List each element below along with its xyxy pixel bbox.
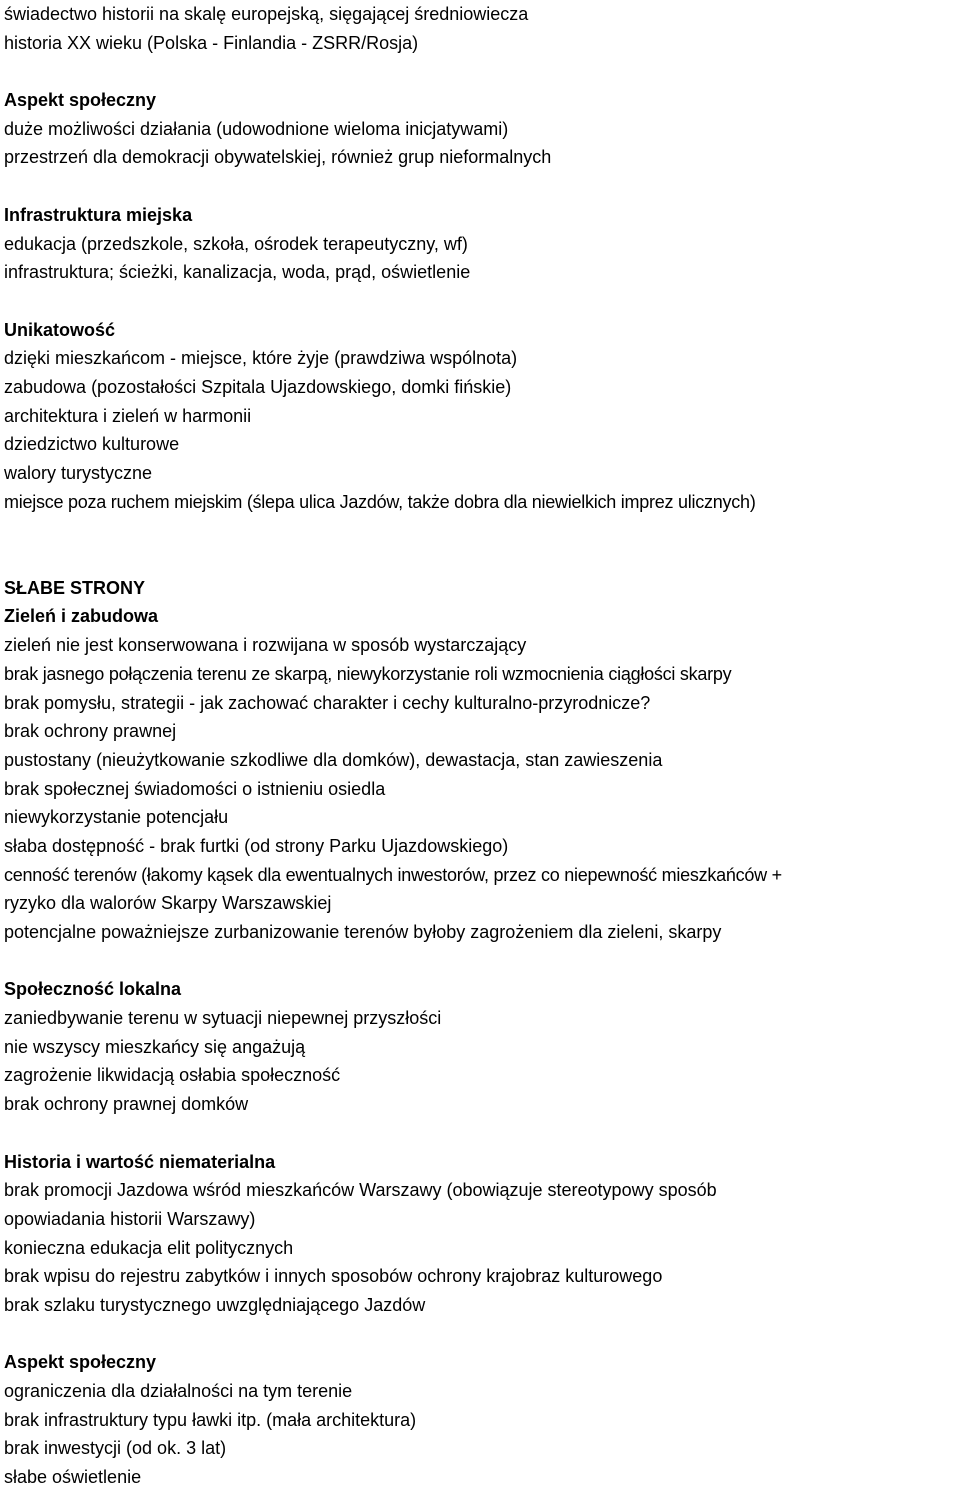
list-item: zaniedbywanie terenu w sytuacji niepewnej przyszłości: [4, 1008, 442, 1029]
list-item: dziedzictwo kulturowe: [4, 434, 180, 455]
section-heading-unikatowosc: Unikatowość: [4, 319, 116, 340]
list-item: dzięki mieszkańcom - miejsce, które żyje (prawdziwa wspólnota): [4, 348, 518, 369]
list-item: miejsce poza ruchem miejskim (ślepa ulica Jazdów, także dobra dla niewielkich imprez ulicznych): [4, 491, 756, 512]
list-item: zabudowa (pozostałości Szpitala Ujazdowskiego, domki fińskie): [4, 376, 512, 397]
section-heading-zielen-i-zabudowa: Zieleń i zabudowa: [4, 606, 159, 627]
list-item: brak społecznej świadomości o istnieniu osiedla: [4, 778, 386, 799]
list-item: brak pomysłu, strategii - jak zachować charakter i cechy kulturalno-przyrodnicze?: [4, 692, 651, 713]
spacer: [4, 516, 956, 573]
list-item: konieczna edukacja elit politycznych: [4, 1237, 294, 1258]
section-heading-spolecznosc-lokalna: Społeczność lokalna: [4, 979, 182, 1000]
list-item: brak promocji Jazdowa wśród mieszkańców Warszawy (obowiązuje stereotypowy sposób: [4, 1180, 717, 1201]
list-item: brak infrastruktury typu ławki itp. (mała architektura): [4, 1409, 417, 1430]
list-item: pustostany (nieużytkowanie szkodliwe dla domków), dewastacja, stan zawieszenia: [4, 749, 663, 770]
section-heading-aspekt-spoleczny-2: Aspekt społeczny: [4, 1352, 157, 1373]
list-item: zieleń nie jest konserwowana i rozwijana w sposób wystarczający: [4, 635, 527, 656]
section-heading-infrastruktura-miejska: Infrastruktura miejska: [4, 204, 193, 225]
list-item: opowiadania historii Warszawy): [4, 1208, 256, 1229]
document-page: [4, 0, 956, 1492]
weaknesses-title: SŁABE STRONY: [4, 577, 146, 598]
list-item: ryzyko dla walorów Skarpy Warszawskiej: [4, 893, 332, 914]
list-item: brak ochrony prawnej domków: [4, 1094, 249, 1115]
list-item: duże możliwości działania (udowodnione wieloma inicjatywami): [4, 118, 509, 139]
list-item: brak inwestycji (od ok. 3 lat): [4, 1438, 227, 1459]
section-heading-aspekt-spoleczny: Aspekt społeczny: [4, 90, 157, 111]
list-item: edukacja (przedszkole, szkoła, ośrodek terapeutyczny, wf): [4, 233, 468, 254]
intro-line-1: świadectwo historii na skalę europejską, sięgającej średniowiecza: [4, 4, 529, 24]
list-item: architektura i zieleń w harmonii: [4, 405, 252, 426]
list-item: przestrzeń dla demokracji obywatelskiej, również grup nieformalnych: [4, 147, 552, 168]
list-item: cenność terenów (łakomy kąsek dla ewentualnych inwestorów, przez co niepewność mieszkańców +: [4, 864, 782, 885]
spacer: [4, 172, 956, 201]
list-item: potencjalne poważniejsze zurbanizowanie terenów byłoby zagrożeniem dla zieleni, skarpy: [4, 922, 722, 943]
list-item: ograniczenia dla działalności na tym terenie: [4, 1381, 353, 1402]
list-item: niewykorzystanie potencjału: [4, 807, 229, 828]
list-item: nie wszyscy mieszkańcy się angażują: [4, 1036, 306, 1057]
list-item: walory turystyczne: [4, 463, 153, 483]
spacer: [4, 1320, 956, 1349]
spacer: [4, 287, 956, 316]
list-item: brak jasnego połączenia terenu ze skarpą, niewykorzystanie roli wzmocnienia ciągłości skarpy: [4, 663, 732, 684]
list-item: brak wpisu do rejestru zabytków i innych sposobów ochrony krajobraz kulturowego: [4, 1266, 663, 1287]
list-item: brak szlaku turystycznego uwzględniającego Jazdów: [4, 1294, 426, 1315]
spacer: [4, 947, 956, 976]
list-item: infrastruktura; ścieżki, kanalizacja, woda, prąd, oświetlenie: [4, 262, 471, 283]
list-item: słabe oświetlenie: [4, 1467, 142, 1488]
list-item: zagrożenie likwidacją osłabia społeczność: [4, 1065, 341, 1086]
intro-line-2: historia XX wieku (Polska - Finlandia - ZSRR/Rosja): [4, 32, 419, 53]
list-item: brak ochrony prawnej: [4, 721, 177, 742]
spacer: [4, 57, 956, 86]
spacer: [4, 1119, 956, 1148]
section-heading-historia: Historia i wartość niematerialna: [4, 1151, 276, 1172]
list-item: słaba dostępność - brak furtki (od strony Parku Ujazdowskiego): [4, 835, 509, 856]
